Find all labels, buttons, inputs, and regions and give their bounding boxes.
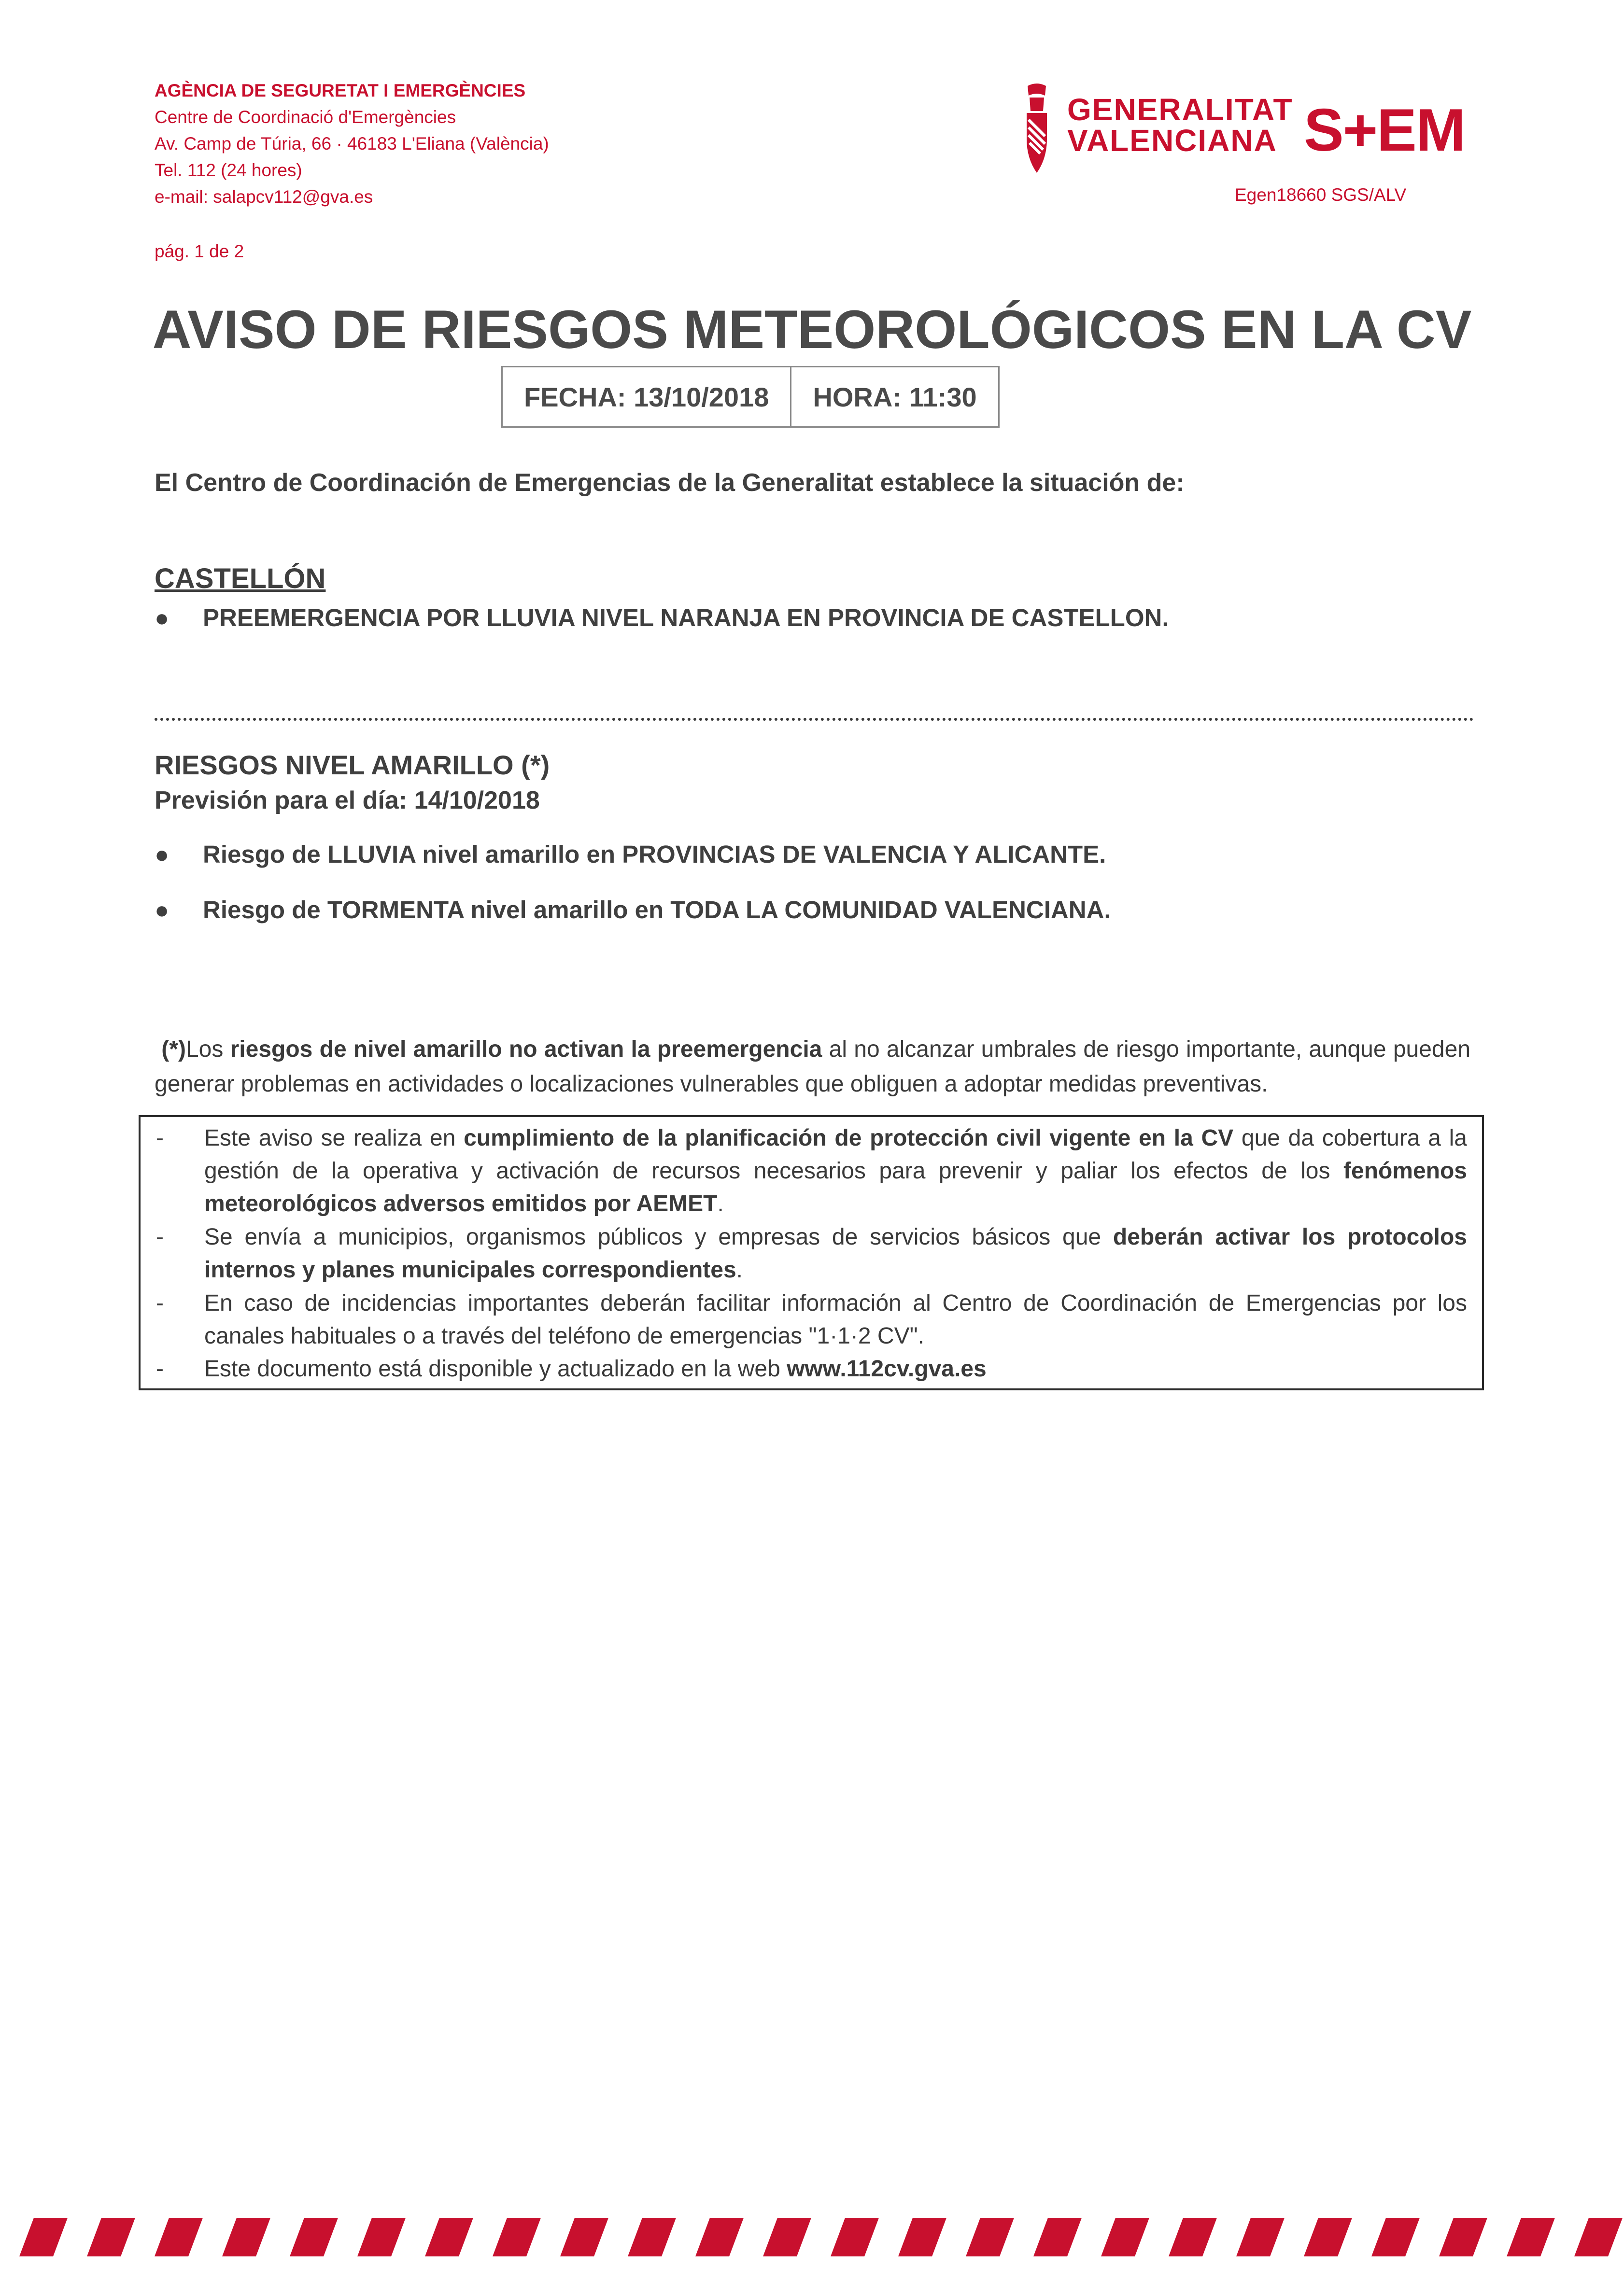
address: Av. Camp de Túria, 66 · 46183 L'Eliana (València) xyxy=(155,134,549,154)
center-name: Centre de Coordinació d'Emergències xyxy=(155,107,456,127)
yellow-level-note: (*)Los riesgos de nivel amarillo no activan la preemergencia al no alcanzar umbrales de riesgo importante, aunque pueden generar problemas en actividades o localizaciones vulnerables que obliguen a adoptar medidas preventivas. xyxy=(155,1036,1471,1097)
date-cell: FECHA: 13/10/2018 xyxy=(524,381,769,412)
info-item-3: - En caso de incidencias importantes deberán facilitar información al Centro de Coordinación de Emergencias por los canales habituales o a través del teléfono de emergencias "1·1·2 CV". xyxy=(156,1290,1467,1349)
stripe-segment xyxy=(1574,2218,1623,2256)
phone: Tel. 112 (24 hores) xyxy=(155,160,302,180)
yellow-bullet-1 xyxy=(155,840,1106,868)
info-item-1: - Este aviso se realiza en cumplimiento de la planificación de protección civil vigente en la CV que da cobertura a la gestión de la operativa y activación de recursos necesarios para prevenir y paliar los efectos de los fenómenos meteorológicos adversos emitidos por AEMET. xyxy=(156,1125,1468,1217)
stripe-segment xyxy=(763,2218,811,2256)
website-link[interactable]: www.112cv.gva.es xyxy=(787,1356,987,1382)
stripe-segment xyxy=(560,2218,608,2256)
bullet-text: Riesgo de LLUVIA nivel amarillo en PROVINCIAS DE VALENCIA Y ALICANTE. xyxy=(203,840,1106,868)
stripe-segment xyxy=(1101,2218,1149,2256)
page-title: AVISO DE RIESGOS METEOROLÓGICOS EN LA CV xyxy=(152,299,1472,360)
yellow-bullet-2 xyxy=(155,896,1111,924)
stripe-segment xyxy=(155,2218,203,2256)
bullet-icon: ● xyxy=(155,840,169,868)
bullet-text: Riesgo de TORMENTA nivel amarillo en TODA LA COMUNIDAD VALENCIANA. xyxy=(203,896,1111,924)
info-item-4: - Este documento está disponible y actualizado en la web www.112cv.gva.es xyxy=(156,1356,987,1382)
info-item-2: - Se envía a municipios, organismos públicos y empresas de servicios básicos que deberán activar los protocolos internos y planes municipales correspondientes. xyxy=(156,1224,1468,1283)
dotted-divider xyxy=(155,718,1474,721)
stripe-segment xyxy=(1169,2218,1217,2256)
stripe-segment xyxy=(290,2218,338,2256)
bullet-icon: ● xyxy=(155,604,169,631)
sem-logo: S+EM xyxy=(1304,97,1465,164)
time-cell: HORA: 11:30 xyxy=(790,367,998,426)
logo-line-2: VALENCIANA xyxy=(1067,123,1277,158)
stripe-segment xyxy=(1033,2218,1082,2256)
stripe-segment xyxy=(87,2218,135,2256)
page-number: pág. 1 de 2 xyxy=(155,241,244,261)
forecast-date: Previsión para el día: 14/10/2018 xyxy=(155,786,540,814)
logo-line-1: GENERALITAT xyxy=(1067,92,1293,127)
note-bold: riesgos de nivel amarillo no activan la preemergencia xyxy=(230,1036,822,1062)
stripe-segment xyxy=(628,2218,676,2256)
stripe-segment xyxy=(1507,2218,1555,2256)
castellon-bullet xyxy=(155,603,1169,632)
stripe-segment xyxy=(1304,2218,1352,2256)
email: e-mail: salapcv112@gva.es xyxy=(155,187,373,207)
generalitat-emblem-icon xyxy=(1018,81,1056,175)
section-castellon-title: CASTELLÓN xyxy=(155,563,326,594)
bullet-icon: ● xyxy=(155,896,169,924)
info-box xyxy=(139,1115,1484,1390)
stripe-segment xyxy=(493,2218,541,2256)
stripe-segment xyxy=(1236,2218,1285,2256)
stripe-segment xyxy=(222,2218,270,2256)
stripe-segment xyxy=(695,2218,744,2256)
red-stripe-footer xyxy=(0,2218,1624,2256)
stripe-segment xyxy=(831,2218,879,2256)
stripe-segment xyxy=(357,2218,406,2256)
generalitat-logo-text xyxy=(1067,94,1293,156)
header-contact-block xyxy=(155,77,549,210)
section-yellow-title: RIESGOS NIVEL AMARILLO (*) xyxy=(155,750,550,780)
document-code: Egen18660 SGS/ALV xyxy=(1235,185,1407,205)
stripe-segment xyxy=(425,2218,473,2256)
stripe-segment xyxy=(1439,2218,1487,2256)
stripe-segment xyxy=(1371,2218,1420,2256)
stripe-segment xyxy=(966,2218,1014,2256)
stripe-segment xyxy=(898,2218,946,2256)
note-mark: (*) xyxy=(161,1036,186,1062)
agency-name: AGÈNCIA DE SEGURETAT I EMERGÈNCIES xyxy=(155,81,526,100)
bullet-text: PREEMERGENCIA POR LLUVIA NIVEL NARANJA EN PROVINCIA DE CASTELLON. xyxy=(203,604,1169,631)
intro-text: El Centro de Coordinación de Emergencias de la Generalitat establece la situación de: xyxy=(155,469,1185,497)
date-time-box xyxy=(501,366,1000,428)
stripe-segment xyxy=(19,2218,68,2256)
